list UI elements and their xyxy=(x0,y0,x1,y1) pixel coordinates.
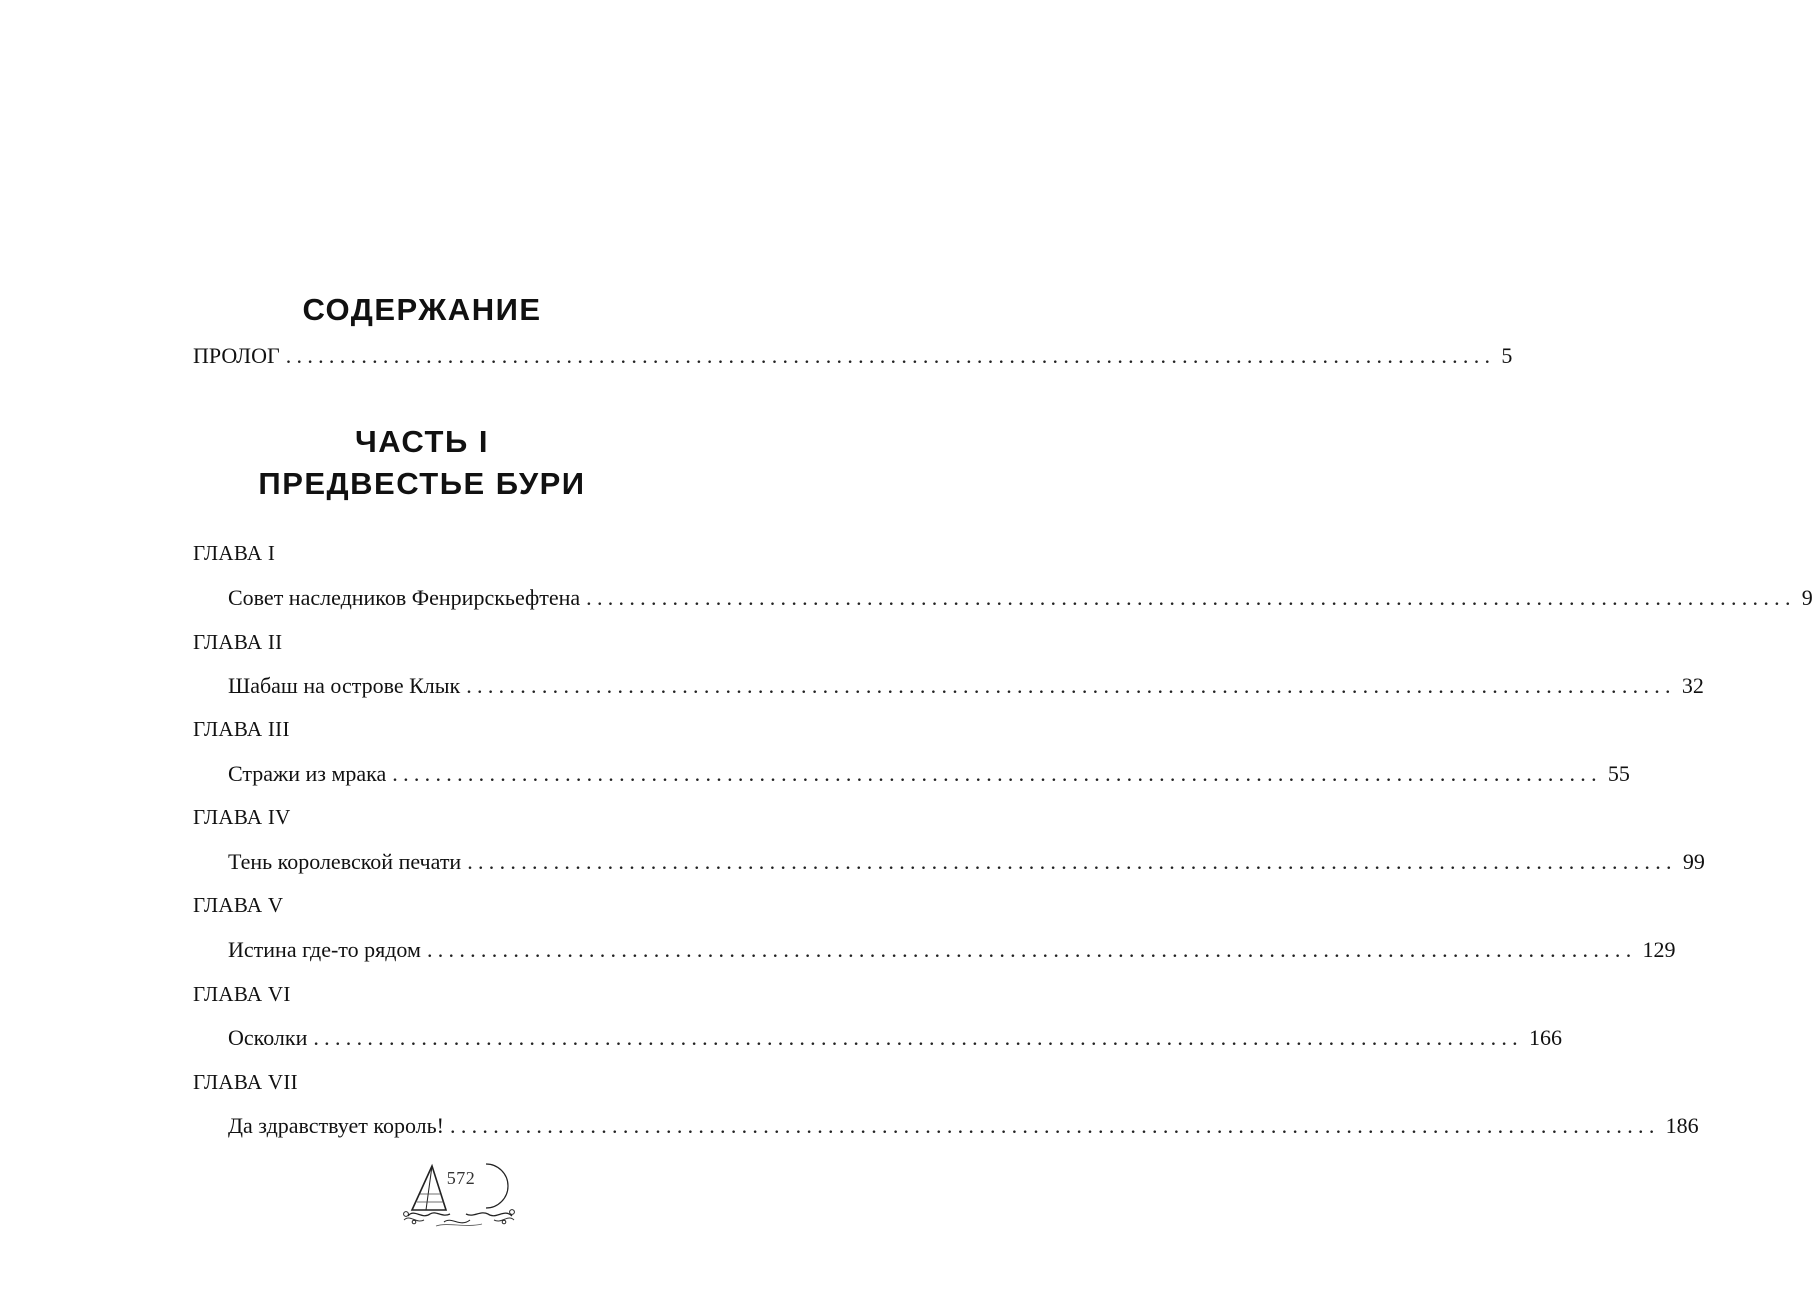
chapter-page: 129 xyxy=(1642,937,1676,962)
chapter-entry[interactable] xyxy=(228,1113,1699,1139)
chapter-label: ГЛАВА V xyxy=(193,893,284,917)
chapter-page: 55 xyxy=(1607,761,1630,786)
page-number: 572 xyxy=(446,1168,476,1188)
chapter-entry[interactable] xyxy=(228,849,1705,875)
chapter-title: Тень королевской печати xyxy=(228,849,462,874)
leader-dots: ................................................................................................................ xyxy=(450,1113,1660,1138)
chapter-title: Истина где-то рядом xyxy=(228,937,421,962)
part-number: ЧАСТЬ I xyxy=(355,424,489,459)
chapter-label: ГЛАВА IV xyxy=(193,805,291,829)
chapter-page: 9 xyxy=(1801,585,1813,610)
leader-dots: ................................................................................................................ xyxy=(466,673,1676,698)
chapter-entry[interactable] xyxy=(228,1025,1562,1051)
chapter-title: Осколки xyxy=(228,1025,308,1050)
leader-dots: ................................................................................................................ xyxy=(467,849,1677,874)
leader-dots: ................................................................................................................ xyxy=(313,1025,1523,1050)
chapter-label: ГЛАВА VI xyxy=(193,982,291,1006)
chapter-label: ГЛАВА III xyxy=(193,717,290,741)
chapter-title: Да здравствует король! xyxy=(228,1113,445,1138)
chapter-title: Шабаш на острове Клык xyxy=(228,673,461,698)
chapter-entry[interactable] xyxy=(228,761,1630,787)
chapter-entry[interactable] xyxy=(228,673,1704,699)
chapter-label: ГЛАВА I xyxy=(193,541,276,565)
prologue-entry[interactable] xyxy=(193,343,1513,369)
leader-dots: ................................................................................................................ xyxy=(285,343,1496,368)
leader-dots: ................................................................................................................ xyxy=(426,937,1637,962)
chapter-page: 32 xyxy=(1681,673,1704,698)
part-title: ПРЕДВЕСТЬЕ БУРИ xyxy=(258,466,586,501)
chapter-page: 99 xyxy=(1682,849,1705,874)
chapter-entry[interactable] xyxy=(228,937,1676,963)
leader-dots: ................................................................................................................ xyxy=(392,761,1602,786)
chapter-entry[interactable] xyxy=(228,585,1813,611)
chapter-label: ГЛАВА VII xyxy=(193,1070,298,1094)
prologue-label: ПРОЛОГ xyxy=(193,343,280,368)
chapter-title: Стражи из мрака xyxy=(228,761,387,786)
prologue-page: 5 xyxy=(1501,343,1513,368)
chapter-page: 186 xyxy=(1665,1113,1699,1138)
chapter-label: ГЛАВА II xyxy=(193,630,283,654)
chapter-title: Совет наследников Фенрирскьефтена xyxy=(228,585,581,610)
chapter-page: 166 xyxy=(1528,1025,1562,1050)
toc-title: СОДЕРЖАНИЕ xyxy=(302,292,542,327)
leader-dots: ................................................................................................................ xyxy=(586,585,1796,610)
